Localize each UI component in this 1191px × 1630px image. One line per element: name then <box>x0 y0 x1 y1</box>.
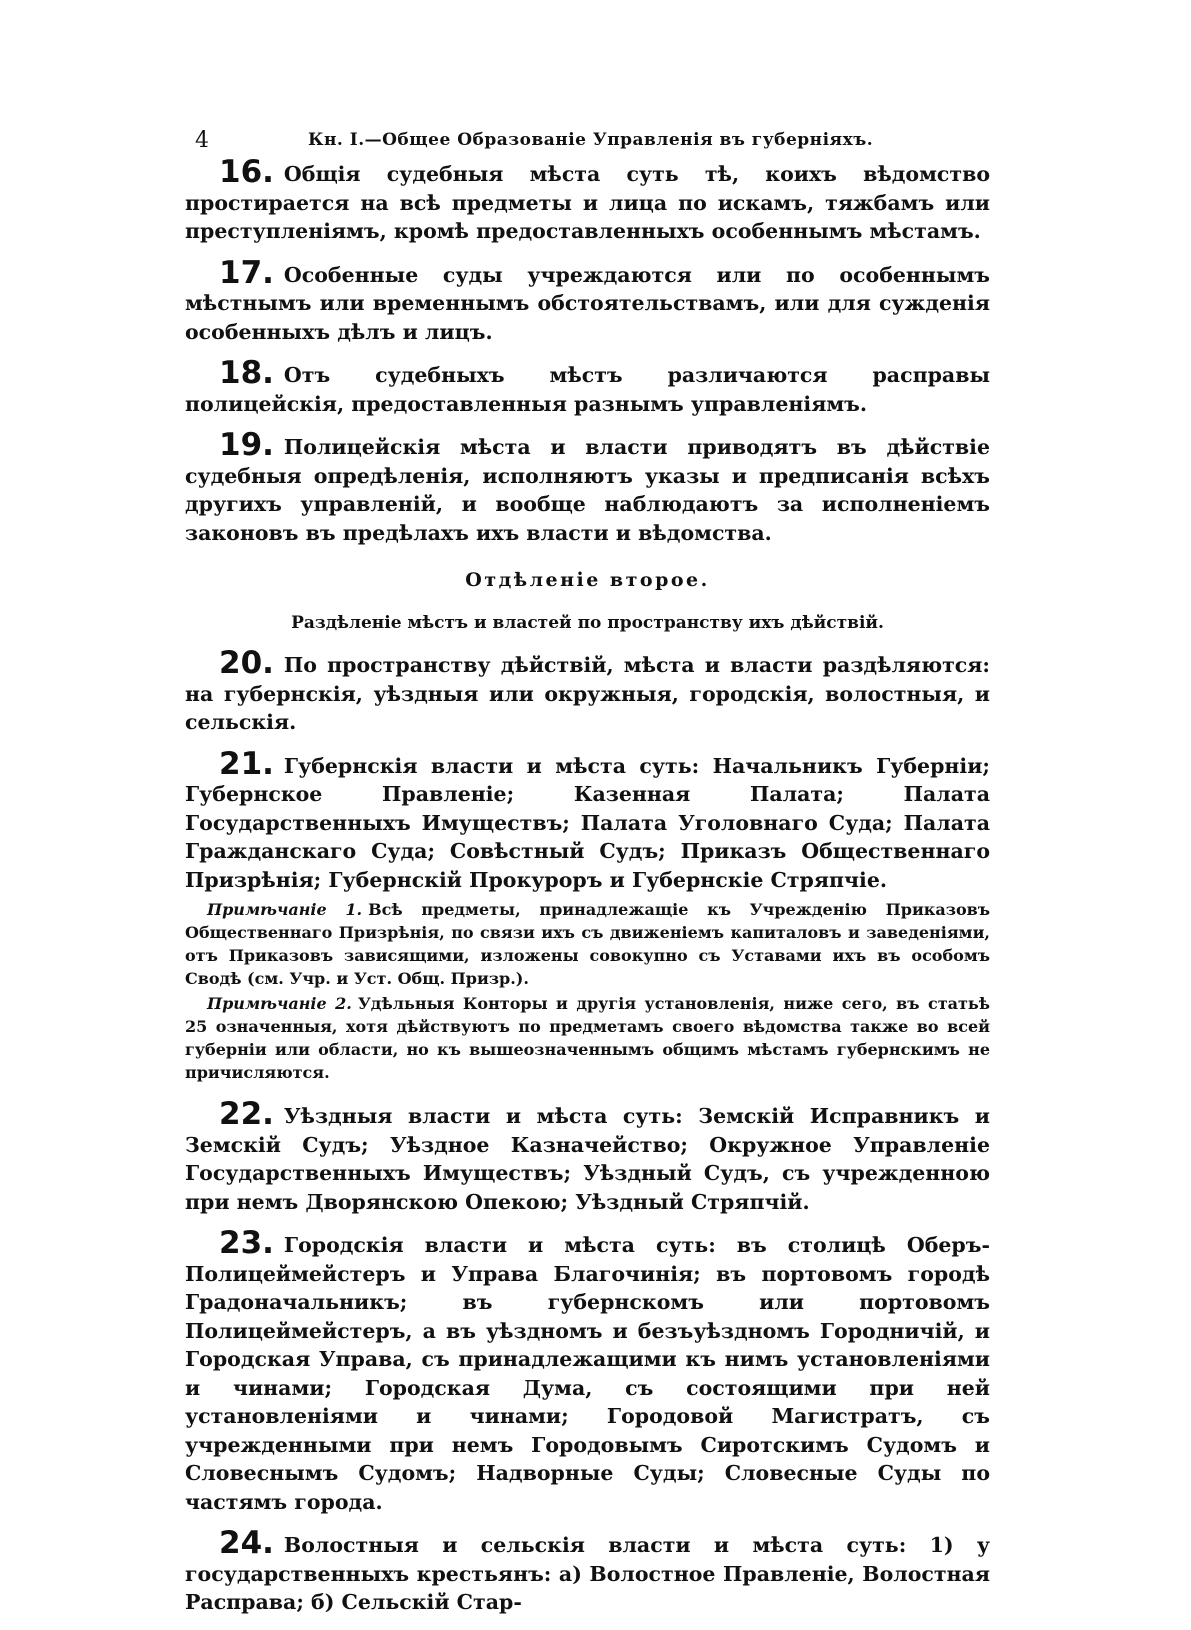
article-text: Волостныя и сельскія власти и мѣста суть: 1) у государственныхъ крестьянъ: а) Волостное Правленіе, Волостная Расправа; б) Сельскій Стар- <box>185 1533 990 1614</box>
article-text: Городскія власти и мѣста суть: въ столицѣ Оберъ-Полицеймейстеръ и Управа Благочинія; въ портовомъ городѣ Градоначальникъ; въ губернскомъ или портовомъ Полицеймейстеръ, а въ уѣздномъ и безъуѣздномъ Городничій, и Городская Управа, съ принадлежащими къ нимъ установленіями и чинами; Городская Дума, съ состоящими при ней установленіями и чинами; Городовой Магистратъ, съ учрежденными при немъ Городовымъ Сиротскимъ Судомъ и Словеснымъ Судомъ; Надворные Суды; Словесные Суды по частямъ города. <box>185 1233 990 1514</box>
article-16 <box>185 154 990 246</box>
article-text: Полицейскія мѣста и власти приводятъ въ дѣйствіе судебныя опредѣленія, исполняютъ указы и предписанія всѣхъ другихъ управленій, и вообще наблюдаютъ за исполненіемъ законовъ въ предѣлахъ ихъ власти и вѣдомства. <box>185 435 990 545</box>
article-text: Особенные суды учреждаются или по особеннымъ мѣстнымъ или временнымъ обстоятельствамъ, или для сужденія особенныхъ дѣлъ и лицъ. <box>185 262 990 344</box>
running-head: Кн. I.—Общее Образованіе Управленія въ губерніяхъ. <box>308 130 874 150</box>
section-subtitle: Раздѣленіе мѣстъ и властей по пространству ихъ дѣйствій. <box>291 613 884 633</box>
article-number: 17. <box>219 254 274 291</box>
article-text: Отъ судебныхъ мѣстъ различаются расправы полицейскія, предоставленныя разнымъ управленіямъ. <box>185 363 990 416</box>
notes-block <box>185 898 990 1084</box>
article-number: 19. <box>219 427 274 463</box>
article-text: Губернскія власти и мѣста суть: Начальникъ Губерніи; Губернское Правленіе; Казенная Палата; Палата Государственныхъ Имуществъ; Палата Уголовнаго Суда; Палата Гражданскаго Суда; Совѣстный Судъ; Приказъ Общественнаго Призрѣнія; Губернскій Прокуроръ и Губернскіе Стряпчіе. <box>185 753 990 892</box>
article-number: 21. <box>219 745 274 782</box>
article-number: 22. <box>219 1096 274 1132</box>
article-17 <box>185 254 990 347</box>
note-1 <box>185 898 990 990</box>
article-text: Общія судебныя мѣста суть тѣ, коихъ вѣдомство простирается на всѣ предметы и лица по искамъ, тяжбамъ или преступленіямъ, кромѣ предоставленныхъ особеннымъ мѣстамъ. <box>185 162 990 243</box>
note-2 <box>185 992 990 1084</box>
article-19 <box>185 427 990 547</box>
note-text: Всѣ предметы, принадлежащіе къ Учрежденію Приказовъ Общественнаго Призрѣнія, по связи ихъ съ движеніемъ капиталовъ и заведеніями, отъ Приказовъ зависящими, изложены совокупно съ Уставами ихъ въ особомъ Сводѣ (см. Учр. и Уст. Общ. Призр.). <box>185 900 991 988</box>
article-number: 24. <box>219 1525 274 1561</box>
note-text: Удѣльныя Конторы и другія установленія, ниже сего, въ статьѣ 25 означенныя, хотя дѣйствуютъ по предметамъ своего вѣдомства также во всей губерніи или области, но къ вышеозначеннымъ общимъ мѣстамъ губернскимъ не причисляются. <box>185 994 990 1082</box>
article-23 <box>185 1225 990 1516</box>
article-20 <box>185 645 990 737</box>
article-number: 23. <box>219 1225 274 1261</box>
section-title: Отдѣленіе второе. <box>465 569 710 591</box>
page-header <box>185 118 990 158</box>
article-text: По пространству дѣйствій, мѣста и власти раздѣляются: на губернскія, уѣздныя или окружныя, городскія, волостныя, и сельскія. <box>185 653 990 734</box>
note-label: Примѣчаніе 1. <box>207 900 363 919</box>
article-number: 16. <box>219 154 274 190</box>
note-label: Примѣчаніе 2. <box>207 994 352 1013</box>
article-21 <box>185 745 990 895</box>
article-24 <box>185 1525 990 1617</box>
book-page <box>185 118 990 1630</box>
article-number: 18. <box>219 355 274 391</box>
article-22 <box>185 1096 990 1216</box>
article-text: Уѣздныя власти и мѣста суть: Земскій Исправникъ и Земскій Судъ; Уѣздное Казначейство; Окружное Управленіе Государственныхъ Имуществъ; Уѣздный Судъ, съ учрежденною при немъ Дворянскою Опекою; Уѣздный Стряпчій. <box>185 1104 990 1214</box>
page-number: 4 <box>195 128 209 153</box>
article-18 <box>185 355 990 418</box>
article-number: 20. <box>219 645 274 681</box>
